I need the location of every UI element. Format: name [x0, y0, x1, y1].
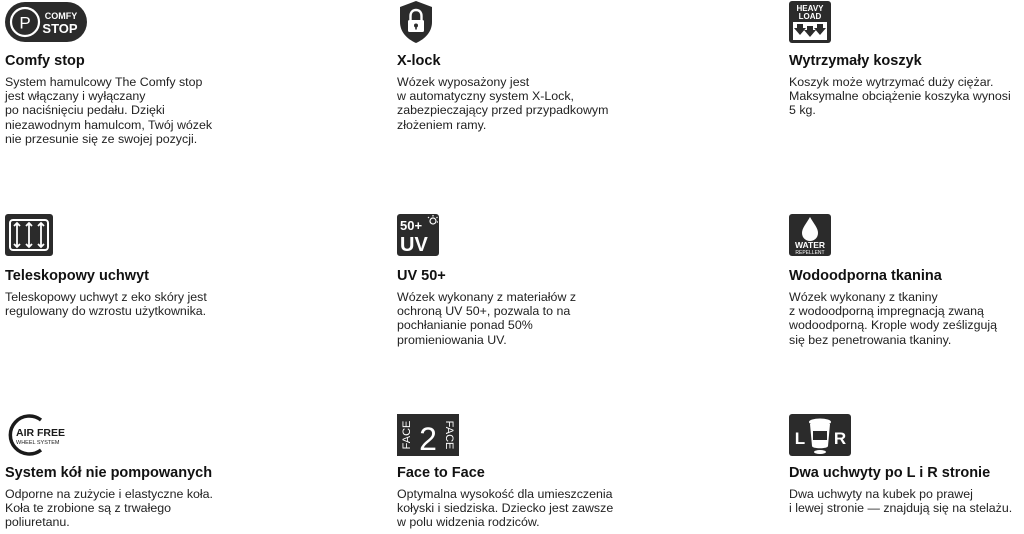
desc-line: i lewej stronie — znajdują się na stelażu.: [789, 501, 1013, 516]
desc-line: złożeniem ramy.: [397, 117, 487, 132]
air-free-icon-text-2: WHEEL SYSTEM: [16, 440, 60, 446]
uv-icon-text-1: 50+: [400, 218, 423, 233]
feature-water-repellent: [789, 213, 1024, 347]
feature-title: UV 50+: [397, 268, 446, 284]
feature-description: [789, 75, 1024, 118]
desc-line: System hamulcowy The Comfy stop: [5, 75, 203, 89]
desc-line: po naciśnięciu pedału. Dzięki: [5, 103, 165, 118]
face-to-face-icon: [397, 413, 697, 457]
desc-line: Odporne na zużycie i elastyczne koła.: [5, 487, 213, 501]
feature-title: Dwa uchwyty po L i R stronie: [789, 465, 991, 481]
feature-description: [397, 75, 697, 132]
feature-description: [5, 75, 305, 146]
desc-line: w polu widzenia rodziców.: [397, 515, 540, 530]
desc-line: promieniowania UV.: [397, 332, 507, 347]
feature-description: [5, 290, 305, 318]
feature-telescopic-handle: [5, 213, 305, 318]
cup-icon-text-right: R: [833, 429, 847, 448]
desc-line: Wózek wyposażony jest: [397, 75, 530, 89]
desc-line: z wodoodporną impregnacją zwaną: [789, 304, 984, 319]
air-free-wheel-icon: [5, 413, 305, 457]
water-repellent-icon: [789, 213, 1024, 257]
feature-description: [5, 487, 305, 530]
desc-line: w automatyczny system X-Lock,: [397, 89, 574, 104]
desc-line: poliuretanu.: [5, 515, 70, 530]
face-icon-text-center: 2: [419, 421, 437, 457]
cup-icon-text-left: L: [794, 429, 806, 448]
feature-heavy-load: [789, 0, 1024, 118]
uv-50-icon: [397, 213, 697, 257]
feature-title: Comfy stop: [5, 53, 85, 69]
lock-shield-icon: [397, 0, 697, 44]
comfy-stop-icon: [5, 0, 305, 44]
telescopic-handle-icon: [5, 213, 305, 257]
feature-title: Teleskopowy uchwyt: [5, 268, 149, 284]
heavy-load-icon-text-2: LOAD: [798, 12, 822, 21]
heavy-load-icon-text-1: HEAVY: [796, 4, 824, 13]
feature-uv-50: [397, 213, 697, 347]
cup-holder-icon: [789, 413, 1024, 457]
desc-line: Teleskopowy uchwyt z eko skóry jest: [5, 290, 207, 304]
uv-icon-text-2: UV: [400, 234, 428, 256]
desc-line: jest włączany i wyłączany: [5, 89, 146, 104]
desc-line: ochroną UV 50+, pozwala to na: [397, 304, 571, 319]
heavy-load-icon: [789, 0, 1024, 44]
desc-line: Optymalna wysokość dla umieszczenia: [397, 487, 613, 501]
desc-line: się bez penetrowania tkaniny.: [789, 332, 952, 347]
desc-line: niezawodnym hamulcom, Twój wózek: [5, 117, 213, 132]
desc-line: Wózek wykonany z materiałów z: [397, 290, 577, 304]
feature-title: System kół nie pompowanych: [5, 465, 213, 481]
feature-x-lock: [397, 0, 697, 132]
desc-line: nie przesunie się ze swojej pozycji.: [5, 131, 198, 146]
feature-face-to-face: [397, 413, 697, 530]
desc-line: zabezpieczający przed przypadkowym: [397, 103, 609, 118]
air-free-icon-text-1: AIR FREE: [16, 427, 66, 439]
desc-line: Koszyk może wytrzymać duży ciężar.: [789, 75, 994, 89]
feature-title: Face to Face: [397, 465, 485, 481]
water-icon-text-2: REPELLENT: [795, 250, 825, 256]
feature-description: [397, 290, 697, 347]
feature-air-free-wheels: [5, 413, 305, 530]
face-icon-text-right: FACE: [443, 420, 455, 450]
desc-line: Wózek wykonany z tkaniny: [789, 290, 938, 304]
desc-line: Dwa uchwyty na kubek po prawej: [789, 487, 973, 501]
water-icon-text-1: WATER: [794, 240, 826, 250]
feature-description: [789, 487, 1024, 515]
comfy-stop-icon-letter: P: [19, 13, 31, 33]
desc-line: 5 kg.: [789, 103, 816, 118]
feature-comfy-stop: [5, 0, 305, 146]
feature-cup-holders: [789, 413, 1024, 515]
desc-line: wodoodporną. Krople wody ześlizgują: [789, 318, 998, 333]
face-icon-text-left: FACE: [401, 420, 413, 450]
desc-line: regulowany do wzrostu użytkownika.: [5, 304, 207, 319]
desc-line: Maksymalne obciążenie koszyka wynosi: [789, 89, 1011, 104]
feature-description: [397, 487, 697, 530]
comfy-stop-icon-text-2: STOP: [42, 21, 78, 36]
feature-description: [789, 290, 1024, 347]
feature-title: X-lock: [397, 53, 441, 69]
feature-title: Wytrzymały koszyk: [789, 53, 922, 69]
desc-line: pochłanianie ponad 50%: [397, 318, 533, 333]
comfy-stop-icon-text-1: COMFY: [44, 11, 78, 21]
desc-line: kołyski i siedziska. Dziecko jest zawsze: [397, 501, 614, 516]
feature-title: Wodoodporna tkanina: [789, 268, 942, 284]
desc-line: Koła te zrobione są z trwałego: [5, 501, 171, 516]
